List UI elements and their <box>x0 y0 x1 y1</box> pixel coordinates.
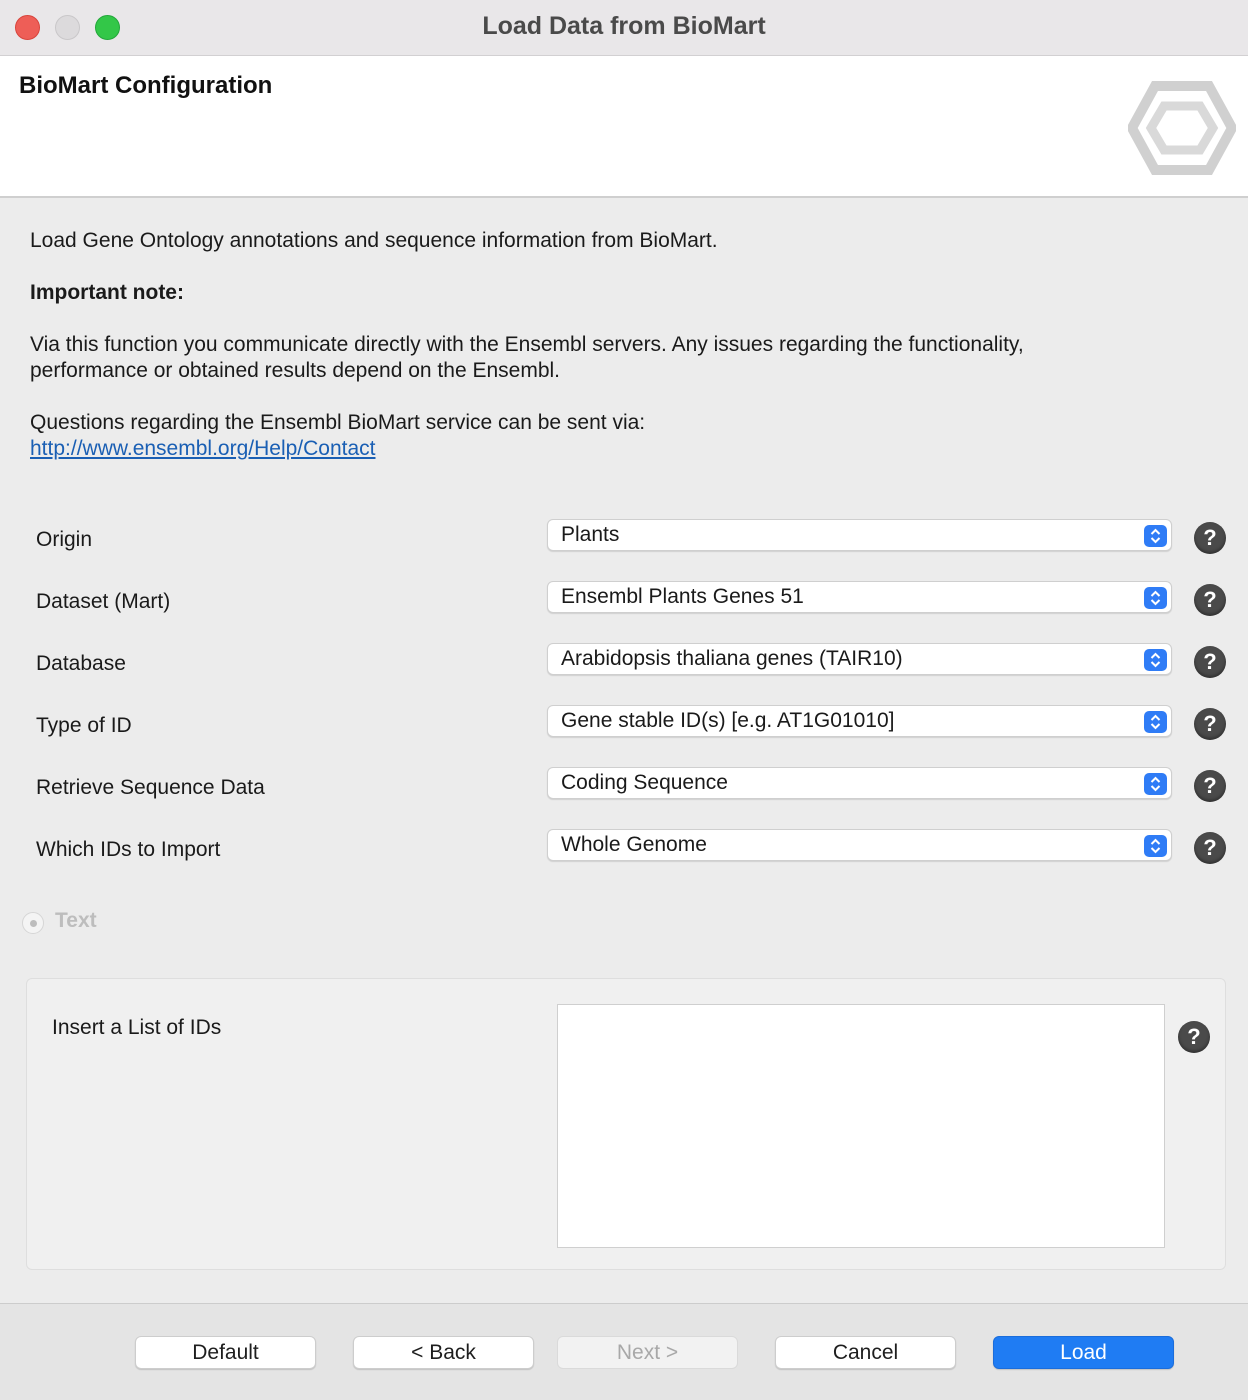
intro-text: Load Gene Ontology annotations and sequence information from BioMart. <box>30 229 718 252</box>
type-of-id-help-icon[interactable]: ? <box>1194 708 1226 740</box>
id-list-panel <box>26 978 1226 1270</box>
window-title: Load Data from BioMart <box>482 12 766 40</box>
id-list-help-icon[interactable]: ? <box>1178 1021 1210 1053</box>
dataset-label: Dataset (Mart) <box>36 590 171 613</box>
type-of-id-label: Type of ID <box>36 714 132 737</box>
origin-select-value: Plants <box>561 523 620 546</box>
button-bar <box>0 1303 1248 1400</box>
dataset-help-icon[interactable]: ? <box>1194 584 1226 616</box>
database-label: Database <box>36 652 126 675</box>
ensembl-contact-link[interactable]: http://www.ensembl.org/Help/Contact <box>30 437 376 460</box>
chevron-updown-icon <box>1144 587 1167 609</box>
id-list-label: Insert a List of IDs <box>52 1016 222 1039</box>
chevron-updown-icon <box>1144 835 1167 857</box>
wizard-content <box>0 198 1248 1303</box>
ids-to-import-label: Which IDs to Import <box>36 838 221 861</box>
important-note-heading: Important note: <box>30 281 184 304</box>
chevron-updown-icon <box>1144 649 1167 671</box>
ids-to-import-select-value: Whole Genome <box>561 833 707 856</box>
default-button[interactable]: Default <box>135 1336 316 1369</box>
sequence-data-select-value: Coding Sequence <box>561 771 728 794</box>
page-title: BioMart Configuration <box>19 72 273 99</box>
sequence-data-select[interactable] <box>547 767 1172 799</box>
origin-select[interactable] <box>547 519 1172 551</box>
contact-text: Questions regarding the Ensembl BioMart service can be sent via: <box>30 411 646 434</box>
next-button: Next > <box>557 1336 738 1369</box>
sequence-data-label: Retrieve Sequence Data <box>36 776 265 799</box>
ids-to-import-help-icon[interactable]: ? <box>1194 832 1226 864</box>
database-help-icon[interactable]: ? <box>1194 646 1226 678</box>
chevron-updown-icon <box>1144 773 1167 795</box>
ids-to-import-select[interactable] <box>547 829 1172 861</box>
title-bar <box>0 0 1248 56</box>
origin-help-icon[interactable]: ? <box>1194 522 1226 554</box>
text-radio-button <box>22 912 44 934</box>
dataset-select[interactable] <box>547 581 1172 613</box>
note-line-2: performance or obtained results depend on the Ensembl. <box>30 359 560 382</box>
origin-label: Origin <box>36 528 93 551</box>
back-button[interactable]: < Back <box>353 1336 534 1369</box>
wizard-header <box>0 56 1248 198</box>
note-line-1: Via this function you communicate directly with the Ensembl servers. Any issues regarding the functionality, <box>30 333 1024 356</box>
chevron-updown-icon <box>1144 711 1167 733</box>
id-list-textarea[interactable] <box>557 1004 1165 1248</box>
hexagon-logo-icon <box>1128 80 1236 176</box>
cancel-button[interactable]: Cancel <box>775 1336 956 1369</box>
dataset-select-value: Ensembl Plants Genes 51 <box>561 585 804 608</box>
database-select[interactable] <box>547 643 1172 675</box>
chevron-updown-icon <box>1144 525 1167 547</box>
database-select-value: Arabidopsis thaliana genes (TAIR10) <box>561 647 903 670</box>
type-of-id-select-value: Gene stable ID(s) [e.g. AT1G01010] <box>561 709 895 732</box>
load-button[interactable]: Load <box>993 1336 1174 1369</box>
type-of-id-select[interactable] <box>547 705 1172 737</box>
text-radio-label: Text <box>55 909 97 932</box>
sequence-data-help-icon[interactable]: ? <box>1194 770 1226 802</box>
